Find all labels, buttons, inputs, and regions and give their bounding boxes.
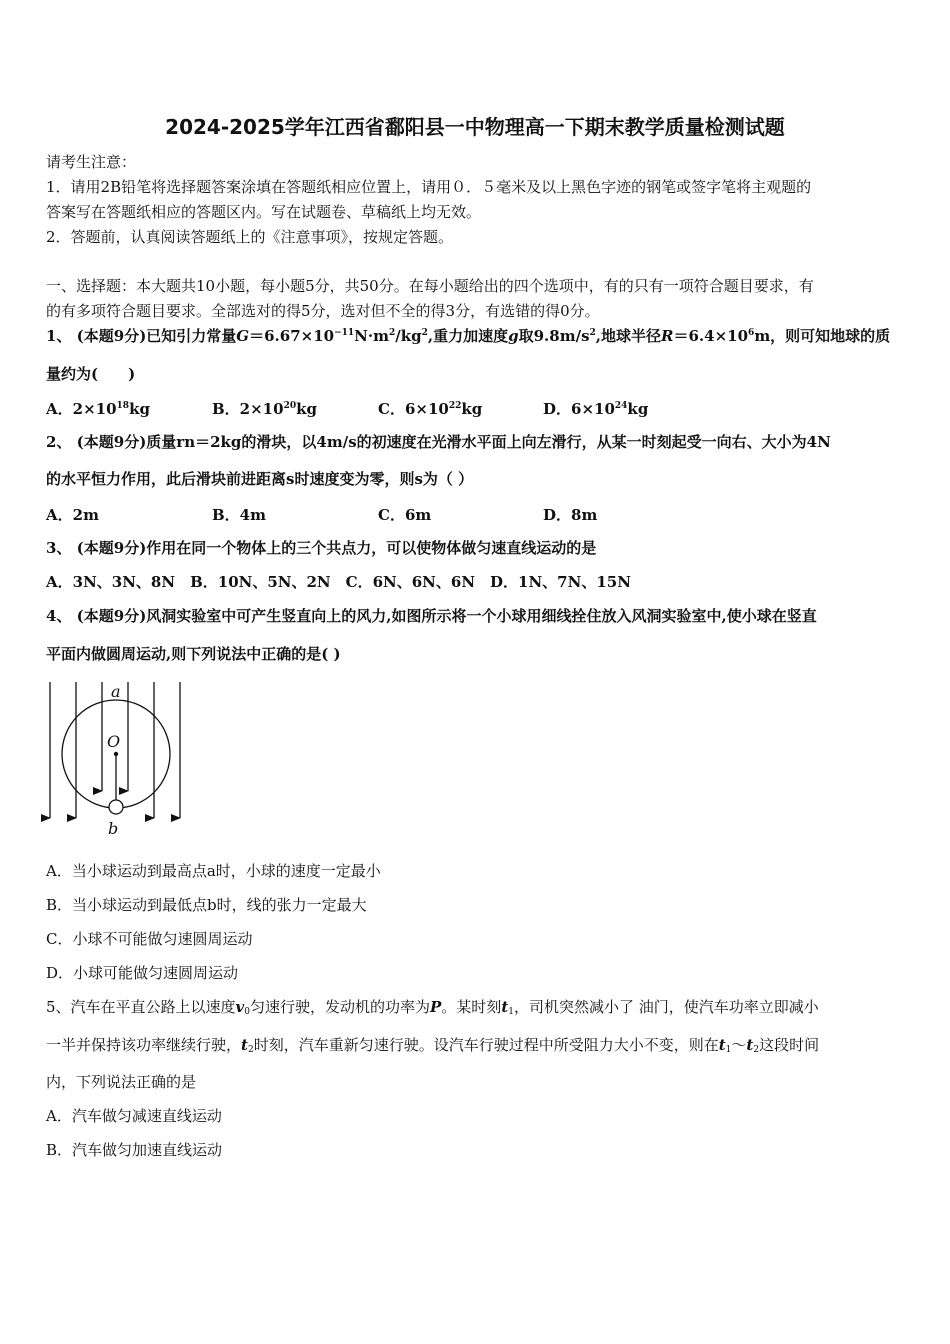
question-4-option-c: C．小球不可能做匀速圆周运动: [46, 930, 253, 948]
wind-tunnel-figure: [40, 676, 190, 838]
question-4-line-1: 4、 (本题9分)风洞实验室中可产生竖直向上的风力,如图所示将一个小球用细线拴住放入风洞实验室中,使小球在竖直: [46, 607, 817, 625]
label-b: b: [108, 819, 119, 838]
question-1-option-c: C．$6\times 10^{22}kg$: [378, 400, 483, 418]
question-1-option-a: A．$2\times 10^{18}kg$: [46, 400, 150, 418]
question-4-option-a: A．当小球运动到最高点a时，小球的速度一定最小: [46, 862, 381, 880]
section-intro-2: 的有多项符合题目要求。全部选对的得5分，选对但不全的得3分，有选错的得0分。: [46, 302, 600, 320]
section-intro-1: 一、选择题：本大题共10小题，每小题5分，共50分。在每小题给出的四个选项中，有的只有一项符合题目要求，有: [46, 277, 814, 295]
question-5-line-1: 5、汽车在平直公路上以速度$v_0$匀速行驶，发动机的功率为P。某时刻$t_1$，司机突然减小了 油门，使汽车功率立即减小: [46, 998, 819, 1017]
question-1-option-b: B．$2\times 10^{20}kg$: [212, 400, 317, 418]
question-4-option-b: B．当小球运动到最低点b时，线的张力一定最大: [46, 896, 367, 914]
notice-item-2: 2．答题前，认真阅读答题纸上的《注意事项》，按规定答题。: [46, 228, 454, 246]
page-title: 2024-2025学年江西省鄱阳县一中物理高一下期末教学质量检测试题: [165, 115, 785, 139]
notice-item-1a: 1．请用2B铅笔将选择题答案涂填在答题纸相应位置上，请用０．５毫米及以上黑色字迹的钢笔或签字笔将主观题的: [46, 178, 812, 196]
question-1-line-1: 1、 (本题9分)已知引力常量$G=6.67\times 10^{-11}N\cdot m^2/kg^2$,重力加速度g取$9.8m/s^2$,地球半径$R=6.4\times 10^6m$，则可知地球的质: [46, 327, 891, 345]
ball: [109, 800, 123, 814]
question-3-options: A．3N、3N、8N B．10N、5N、2N C．6N、6N、6N D．1N、7N、15N: [46, 573, 631, 591]
question-2-line-1: 2、 (本题9分)质量rn＝2kg的滑块，以4m/s的初速度在光滑水平面上向左滑行，从某一时刻起受一向右、大小为4N: [46, 433, 831, 451]
center-point-o: [114, 752, 118, 756]
question-2-line-2: 的水平恒力作用，此后滑块前进距离s时速度变为零，则s为（ ）: [46, 470, 474, 488]
question-4-line-2: 平面内做圆周运动,则下列说法中正确的是( ): [46, 645, 341, 663]
question-5-option-a: A．汽车做匀减速直线运动: [46, 1107, 222, 1125]
label-o: O: [107, 732, 121, 751]
question-2-option-d: D．8m: [543, 506, 598, 524]
question-2-option-b: B．4m: [212, 506, 266, 524]
notice-heading: 请考生注意：: [46, 153, 137, 171]
label-a: a: [111, 682, 121, 701]
question-2-option-a: A．2m: [46, 506, 99, 524]
question-5-line-2: 一半并保持该功率继续行驶，$t_2$时刻，汽车重新匀速行驶。设汽车行驶过程中所受阻力大小不变，则在$t_1\sim t_2$这段时间: [46, 1036, 820, 1055]
question-2-option-c: C．6m: [378, 506, 432, 524]
question-5-line-3: 内，下列说法正确的是: [46, 1073, 197, 1091]
question-1-option-d: D．$6\times 10^{24}kg$: [543, 400, 649, 418]
notice-item-1b: 答案写在答题纸相应的答题区内。写在试题卷、草稿纸上均无效。: [46, 203, 482, 221]
question-1-line-2: 量约为( ): [46, 365, 136, 383]
question-3-line-1: 3、 (本题9分)作用在同一个物体上的三个共点力，可以使物体做匀速直线运动的是: [46, 539, 597, 557]
question-5-option-b: B．汽车做匀加速直线运动: [46, 1141, 223, 1159]
question-4-option-d: D．小球可能做匀速圆周运动: [46, 964, 239, 982]
